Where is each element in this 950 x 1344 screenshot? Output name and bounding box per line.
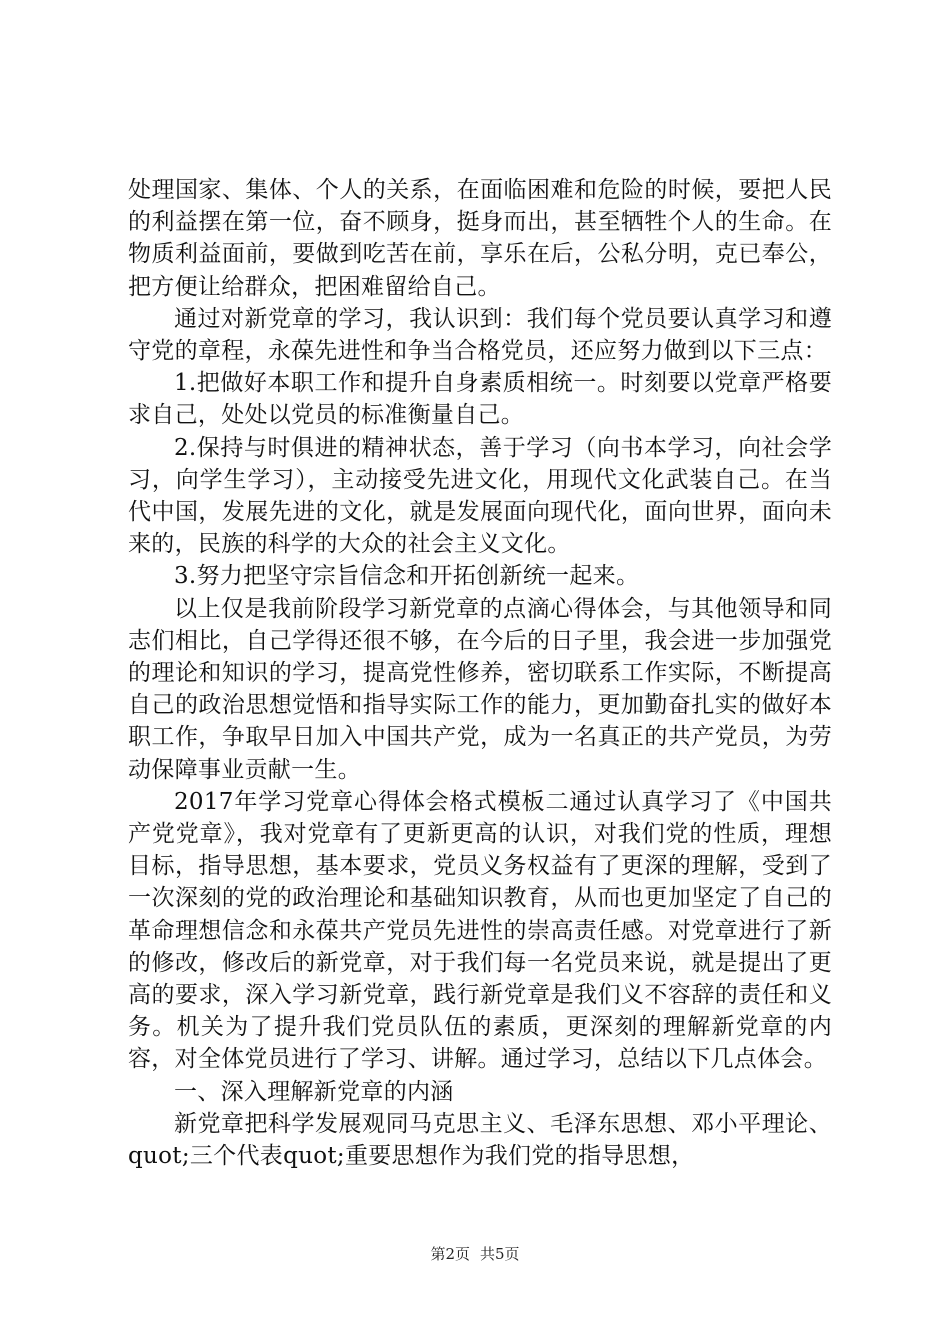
paragraph: 新党章把科学发展观同马克思主义、毛泽东思想、邓小平理论、quot;三个代表quot;重要思想作为我们党的指导思想，	[128, 1110, 832, 1170]
page-number: 第2页	[430, 1245, 470, 1263]
page-total: 共5页	[480, 1245, 520, 1263]
page-footer	[0, 1244, 950, 1264]
paragraph: 处理国家、集体、个人的关系，在面临困难和危险的时候，要把人民的利益摆在第一位，奋不顾身，挺身而出，甚至牺牲个人的生命。在物质利益面前，要做到吃苦在前，享乐在后，公私分明，克已奉公，把方便让给群众，把困难留给自己。	[128, 177, 832, 300]
paragraph: 2.保持与时俱进的精神状态，善于学习（向书本学习，向社会学习，向学生学习），主动接受先进文化，用现代文化武装自己。在当代中国，发展先进的文化，就是发展面向现代化，面向世界，面向未来的，民族的科学的大众的社会主义文化。	[128, 434, 832, 558]
paragraph: 2017年学习党章心得体会格式模板二通过认真学习了《中国共产党党章》，我对党章有了更新更高的认识，对我们党的性质，理想目标，指导思想，基本要求，党员义务权益有了更深的理解，受到了一次深刻的党的政治理论和基础知识教育，从而也更加坚定了自己的革命理想信念和永葆共产党员先进性的崇高责任感。对党章进行了新的修改，修改后的新党章，对于我们每一名党员来说，就是提出了更高的要求，深入学习新党章，践行新党章是我们义不容辞的责任和义务。机关为了提升我们党员队伍的素质，更深刻的理解新党章的内容，对全体党员进行了学习、讲解。通过学习，总结以下几点体会。	[128, 788, 832, 1073]
document-body	[128, 174, 832, 1172]
paragraph: 通过对新党章的学习，我认识到：我们每个党员要认真学习和遵守党的章程，永葆先进性和争当合格党员，还应努力做到以下三点：	[128, 305, 832, 365]
paragraph: 1.把做好本职工作和提升自身素质相统一。时刻要以党章严格要求自己，处处以党员的标准衡量自己。	[128, 370, 832, 429]
section-heading: 一、深入理解新党章的内涵	[174, 1078, 454, 1105]
paragraph: 3.努力把坚守宗旨信念和开拓创新统一起来。	[174, 563, 640, 590]
paragraph: 以上仅是我前阶段学习新党章的点滴心得体会，与其他领导和同志们相比，自己学得还很不够，在今后的日子里，我会进一步加强党的理论和知识的学习，提高党性修养，密切联系工作实际，不断提高自己的政治思想觉悟和指导实际工作的能力，更加勤奋扎实的做好本职工作，争取早日加入中国共产党，成为一名真正的共产党员，为劳动保障事业贡献一生。	[128, 595, 832, 783]
